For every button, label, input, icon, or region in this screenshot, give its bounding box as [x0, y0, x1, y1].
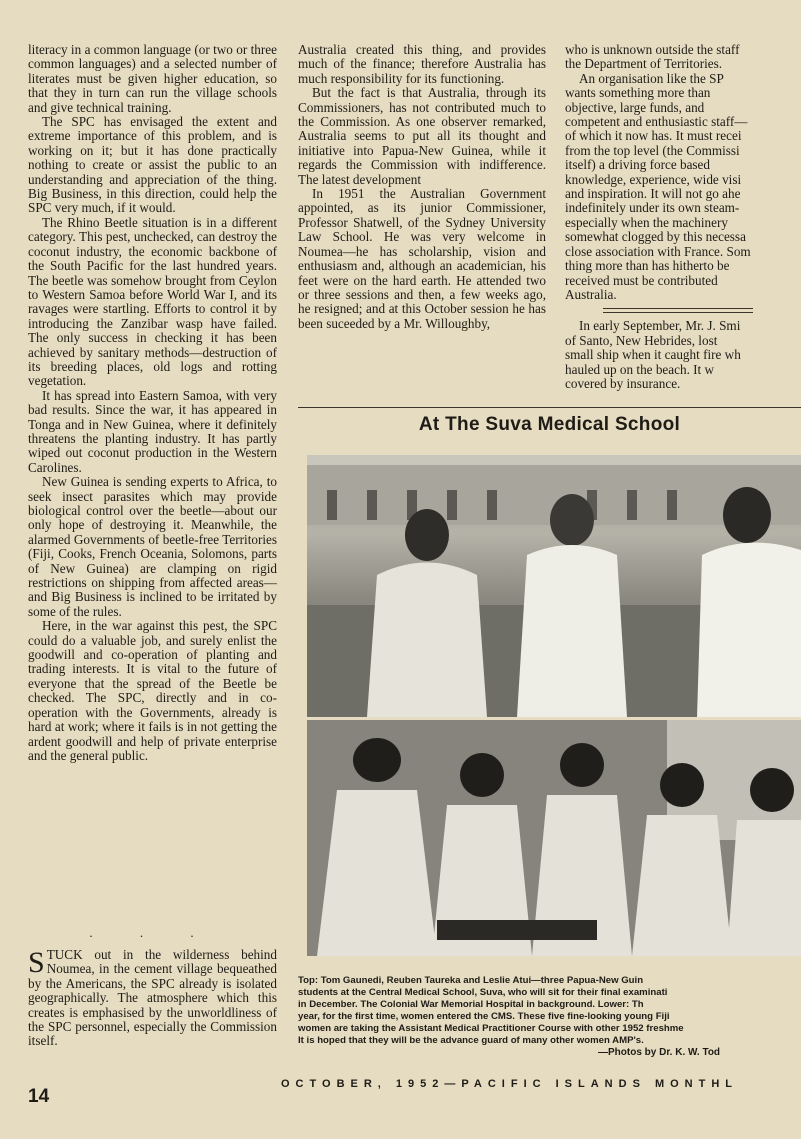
line: especially when the machinery	[565, 214, 728, 230]
section-break: . . .	[89, 925, 216, 940]
line: itself) a driving force based	[565, 157, 711, 173]
photo-students	[307, 455, 801, 717]
photo-caption	[298, 975, 801, 1047]
line: In early September, Mr. J. Smi	[579, 318, 741, 334]
line: close association with France. Som	[565, 243, 751, 259]
line: An organisation like the SP	[579, 70, 724, 86]
line: from the top level (the Commissi	[565, 142, 740, 158]
paragraph: But the fact is that Australia, through its Commissioners, has not contributed much to the Commission. As one observer remarked, Australia seems to put all its thought and initiative into Papua-New Guinea, while it regards the Commission with indifference. The latest development	[298, 85, 546, 187]
stuck-paragraph	[28, 948, 277, 1049]
line: and inspiration. It will not go ahe	[565, 186, 741, 202]
line: small ship when it caught fire wh	[565, 347, 741, 363]
column-right	[565, 43, 801, 391]
caption-line: in December. The Colonial War Memorial Hospital in background. Lower: Th	[298, 999, 644, 1010]
paragraph: Australia created this thing, and provides much of the finance; therefore Australia has much responsibility for its functioning.	[298, 42, 546, 86]
paragraph: New Guinea is sending experts to Africa, to seek insect parasites which may provide biological control over the beetle—about our only hope of destroying it. Meanwhile, the alarmed Governments of beetle-free Territories (Fiji, Cooks, French Oceania, Solomons, parts of New Guinea) are clamping on rigid restrictions on shipping from affected areas—and Big Business is inclined to be irritated by some of the rules.	[28, 474, 277, 619]
line: of Santo, New Hebrides, lost	[565, 332, 718, 348]
photo-credit: —Photos by Dr. K. W. Tod	[598, 1047, 721, 1058]
line: wants something more than	[565, 85, 711, 101]
page-number: 14	[28, 1086, 50, 1107]
line: of which it now has. It must recei	[565, 128, 742, 144]
caption-line: women are taking the Assistant Medical Practitioner Course with other 1952 freshme	[298, 1023, 684, 1034]
caption-line: Top: Tom Gaunedi, Reuben Taureka and Leslie Atui—three Papua-New Guin	[298, 975, 644, 986]
paragraph: The SPC has envisaged the extent and extreme importance of this problem, and is working on it; but it has done practically nothing to create or assist the public to an understanding and appreciation of the thing. Big Business, in this direction, could help the SPC very much, if it would.	[28, 114, 277, 216]
paragraph: In 1951 the Australian Government appointed, as its junior Commissioner, Professor Shatwell, of the Sydney University Law School. He was very welcome in Noumea—he has scholarship, vision and enthusiasm and, although an academician, his feet were on the hard earth. He attended two or three sessions and then, a few weeks ago, he resigned; and at this October session he has been suceeded by a Mr. Willoughby,	[298, 186, 546, 331]
line: who is unknown outside the staff	[565, 43, 740, 57]
paragraph: Here, in the war against this pest, the SPC could do a valuable job, and surely enlist the goodwill and co-operation of planting and trading interests. It is vital to the future of everyone that the spread of the Beetle be checked. The SPC, directly and in co-operation with the Governments, already is hard at work; where it fails is in not getting the ardent goodwill and help of private enterprise and the general public.	[28, 618, 277, 763]
double-rule	[603, 308, 753, 313]
line: knowledge, experience, wide visi	[565, 171, 742, 187]
caption-line: It is hoped that they will be the advance guard of many other women AMP's.	[298, 1035, 644, 1046]
line: objective, large funds, and	[565, 99, 705, 115]
line: the Department of Territories.	[565, 56, 723, 72]
caption-line: year, for the first time, women entered the CMS. These five fine-looking young Fiji	[298, 1011, 670, 1022]
line: thing more than has hitherto be	[565, 258, 730, 274]
caption-line: students at the Central Medical School, Suva, who will sit for their final examinati	[298, 987, 668, 998]
line: somewhat clogged by this necessa	[565, 229, 746, 245]
paragraph: The Rhino Beetle situation is in a different category. This pest, unchecked, can destroy the coconut industry, the economic backbone of the South Pacific for the last hundred years. The beetle was somehow brought from Ceylon to Western Samoa before World War I, and its ravages were startling. Efforts to control it by introducing the Zanzibar wasp have failed. The only success in checking it has been achieved by sanitary methods—destruction of its breeding places, old logs and rotting vegetation.	[28, 214, 277, 389]
section-divider	[298, 407, 801, 408]
photo-students-image	[307, 455, 801, 717]
column-left	[28, 43, 277, 763]
masthead-footer: OCTOBER, 1952—PACIFIC ISLANDS MONTHL	[281, 1078, 739, 1090]
line: competent and enthusiastic staff—	[565, 114, 748, 130]
line: Australia.	[565, 286, 617, 302]
drop-cap: S	[28, 946, 45, 979]
line: covered by insurance.	[565, 375, 681, 391]
line: received must be contributed	[565, 272, 718, 288]
column-middle	[298, 43, 546, 331]
paragraph: It has spread into Eastern Samoa, with very bad results. Since the war, it has appeared in Tonga and in New Guinea, where it definitely threatens the planting industry. It has partly wiped out coconut production in the Western Carolines.	[28, 387, 277, 475]
stuck-text: TUCK out in the wilderness behind Noumea, in the cement village bequeathed by the Americans, the SPC already is isolated geographically. The atmosphere which this creates is emphasised by the unworldliness of the SPC personnel, especially the Commission itself.	[28, 947, 277, 1049]
photo-feature-title: At The Suva Medical School	[418, 414, 681, 435]
photo-women-students	[307, 720, 801, 956]
photo-women-image	[307, 720, 801, 956]
line: indefinitely under its own steam-	[565, 200, 740, 216]
paragraph: literacy in a common language (or two or three common languages) and a selected number of literates must be given higher education, so that they in turn can run the village schools and give technical training.	[28, 42, 277, 115]
line: hauled up on the beach. It w	[565, 361, 715, 377]
